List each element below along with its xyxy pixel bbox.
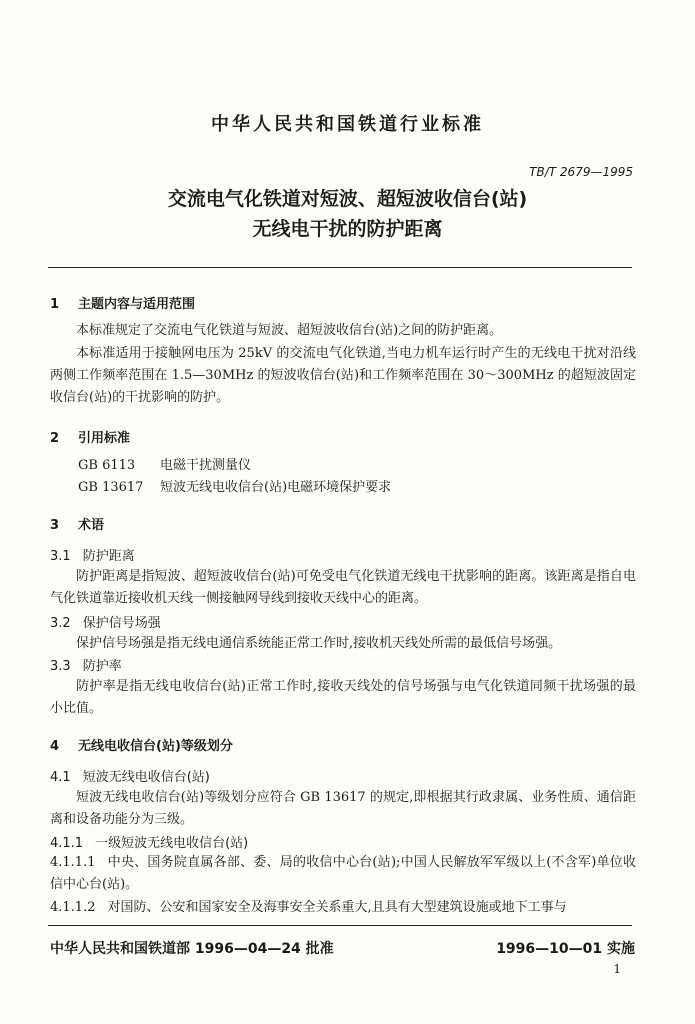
- section-3-heading: [50, 514, 104, 533]
- clause-title: 防护距离: [82, 549, 135, 564]
- section-1-heading: [50, 293, 195, 312]
- section-number: 4: [50, 739, 60, 754]
- clause-number: 3.2: [50, 616, 71, 631]
- clause-title: 防护率: [82, 659, 122, 674]
- section-title: 无线电收信台(站)等级划分: [78, 739, 233, 754]
- clause-3-3-text: 防护率是指无线电收信台(站)正常工作时,接收天线处的信号场强与电气化铁道同频干扰场强的最小比值。: [50, 679, 636, 716]
- clause-number: 4.1.1: [50, 836, 84, 851]
- reference-name: 电磁干扰测量仪: [160, 458, 252, 473]
- reference-item: [78, 477, 391, 499]
- clause-number: 4.1.1.1: [50, 855, 96, 870]
- clause-3-3-heading: [50, 655, 122, 674]
- document-title-line2: 无线电干扰的防护距离: [252, 218, 443, 240]
- document-title-line1: 交流电气化铁道对短波、超短波收信台(站): [167, 188, 528, 210]
- section-2-heading: [50, 427, 130, 446]
- clause-4-1-1-2: [50, 897, 636, 919]
- section-number: 2: [50, 431, 60, 446]
- clause-4-1-1-1: [50, 852, 636, 896]
- clause-title: 一级短波无线电收信台(站): [95, 836, 249, 851]
- issuing-organization: 中华人民共和国铁道行业标准: [211, 114, 484, 135]
- implementation-date: 1996—10—01 实施: [496, 941, 635, 957]
- clause-4-1-1-heading: [50, 832, 248, 851]
- clause-3-2-text: 保护信号场强是指无线电通信系统能正常工作时,接收机天线处所需的最低信号场强。: [76, 636, 562, 651]
- clause-text: 中央、国务院直属各部、委、局的收信中心台(站);中国人民解放军军级以上(不含军)单位收信中心台(站)。: [50, 855, 636, 892]
- clause-3-2-heading: [50, 612, 161, 631]
- section-title: 主题内容与适用范围: [78, 297, 196, 312]
- clause-4-1-text: 短波无线电收信台(站)等级划分应符合 GB 13617 的规定,即根据其行政隶属、业务性质、通信距离和设备功能分为三级。: [50, 790, 636, 827]
- reference-code: GB 13617: [78, 480, 144, 495]
- clause-number: 4.1.1.2: [50, 900, 96, 915]
- reference-name: 短波无线电收信台(站)电磁环境保护要求: [160, 480, 392, 495]
- section-1-para-1: 本标准规定了交流电气化铁道与短波、超短波收信台(站)之间的防护距离。: [76, 323, 503, 338]
- reference-code: GB 6113: [78, 458, 136, 473]
- clause-number: 3.1: [50, 549, 71, 564]
- clause-number: 3.3: [50, 659, 71, 674]
- approval-notice: 中华人民共和国铁道部 1996—04—24 批准: [50, 941, 334, 957]
- page-number: 1: [613, 962, 621, 976]
- clause-text: 对国防、公安和国家安全及海事安全关系重大,且具有大型建筑设施或地下工事与: [107, 900, 567, 915]
- reference-item: [78, 455, 251, 477]
- section-4-heading: [50, 735, 233, 754]
- standard-code: TB/T 2679—1995: [529, 165, 633, 179]
- clause-number: 4.1: [50, 770, 71, 785]
- section-number: 3: [50, 518, 60, 533]
- clause-title: 短波无线电收信台(站): [82, 770, 210, 785]
- clause-4-1-heading: [50, 766, 210, 785]
- clause-title: 保护信号场强: [82, 616, 161, 631]
- footer-divider: [48, 925, 632, 926]
- section-title: 引用标准: [78, 431, 131, 446]
- clause-3-1-text: 防护距离是指短波、超短波收信台(站)可免受电气化铁道无线电干扰影响的距离。该距离是指自电气化铁道靠近接收机天线一侧接触网导线到接收天线中心的距离。: [50, 569, 636, 606]
- section-title: 术语: [78, 518, 105, 533]
- section-1-para-2: 本标准适用于接触网电压为 25kV 的交流电气化铁道,当电力机车运行时产生的无线电干扰对沿线两侧工作频率范围在 1.5—30MHz 的短波收信台(站)和工作频率范围在 30～300MHz 的超短波固定收信台(站)的干扰影响的防护。: [50, 346, 636, 405]
- clause-3-1-heading: [50, 545, 135, 564]
- header-divider: [48, 267, 632, 268]
- section-number: 1: [50, 297, 60, 312]
